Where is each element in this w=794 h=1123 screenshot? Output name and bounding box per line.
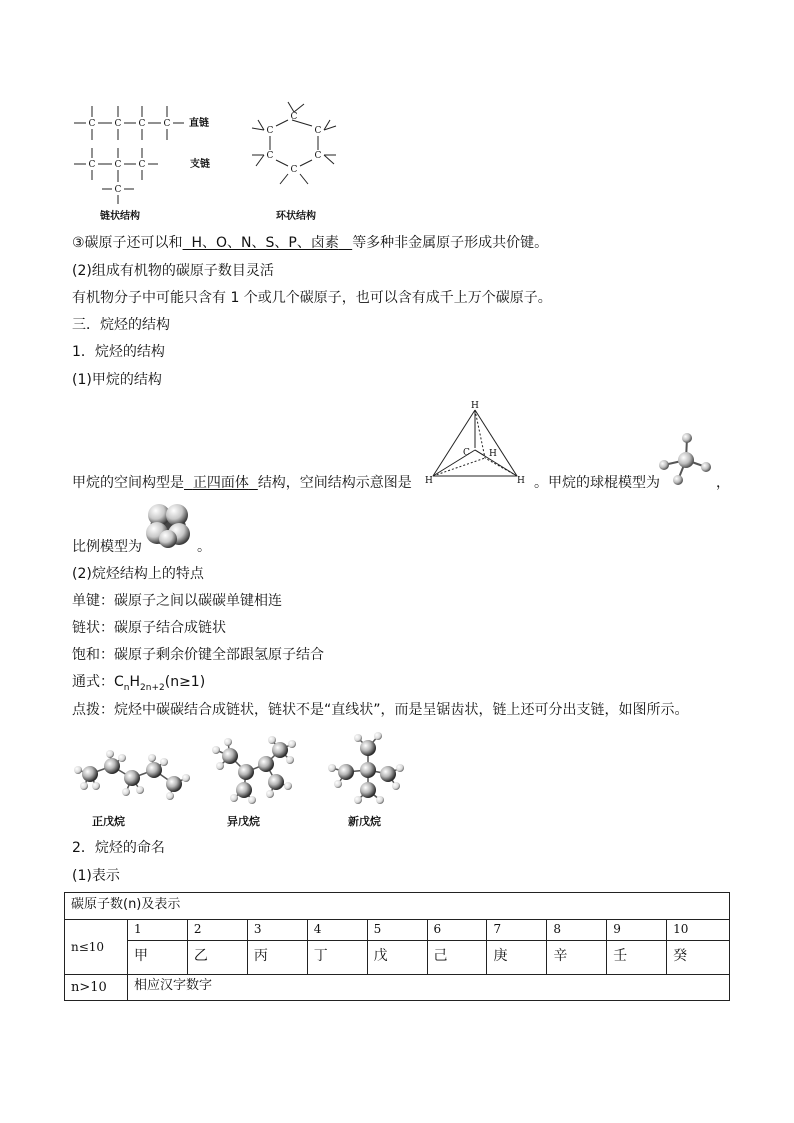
table-cell-stem: 丁 — [307, 941, 367, 975]
heading-alkane-features: (2)烷烃结构上的特点 — [72, 566, 204, 582]
table-cell-stem: 戊 — [367, 941, 427, 975]
text-space-filling-label: 比例模型为 — [72, 539, 142, 555]
label-branch-chain: 支链 — [190, 159, 210, 170]
table-cell-chinese-numerals: 相应汉字数字 — [128, 975, 730, 1001]
caption-neopentane: 新戊烷 — [348, 815, 381, 828]
answer-blank-atoms: H、O、N、S、P、卤素 — [191, 235, 339, 251]
text-line-bonding: ③碳原子还可以和 H、O、N、S、P、卤素 等多种非金属原子形成共价键。 — [72, 235, 549, 251]
table-cell-stem: 甲 — [128, 941, 188, 975]
text-comma: ， — [716, 475, 730, 491]
answer-blank-tetrahedron: 正四面体 — [192, 475, 249, 491]
svg-text:C: C — [266, 151, 274, 161]
svg-text:C: C — [114, 185, 122, 195]
table-cell-stem: 己 — [427, 941, 487, 975]
text-line-methane-geometry: 甲烷的空间构型是 正四面体 结构，空间结构示意图是 — [72, 475, 412, 491]
svg-text:C: C — [88, 160, 96, 170]
table-label-gt10: n>10 — [65, 975, 128, 1001]
table-cell-stem: 壬 — [607, 941, 667, 975]
text-chain: 链状：碳原子结合成链状 — [72, 620, 226, 636]
table-cell-stem: 乙 — [187, 941, 247, 975]
carbon-naming-table — [64, 892, 730, 1001]
caption-n-pentane: 正戊烷 — [92, 815, 125, 828]
caption-isopentane: 异戊烷 — [227, 815, 260, 828]
table-cell-stem: 庚 — [487, 941, 547, 975]
label-straight-chain: 直链 — [189, 118, 209, 129]
table-cell-stem: 辛 — [547, 941, 607, 975]
svg-text:H: H — [425, 476, 433, 486]
text-ball-stick-label: 。甲烷的球棍模型为 — [534, 475, 660, 491]
heading-alkane-structure: 1．烷烃的结构 — [72, 344, 165, 360]
caption-ring: 环状结构 — [276, 211, 316, 222]
svg-text:C: C — [163, 119, 171, 129]
methane-ball-stick-model — [656, 430, 716, 490]
table-row-numbers — [65, 920, 730, 941]
svg-text:H: H — [489, 449, 497, 459]
section-heading-alkane-structure: 三．烷烃的结构 — [72, 317, 170, 333]
methane-space-filling-model — [143, 501, 193, 551]
table-header: 碳原子数(n)及表示 — [65, 893, 730, 920]
table-cell-number: 4 — [307, 920, 367, 941]
text-tip-zigzag: 点拨：烷烃中碳碳结合成链状，链状不是“直线状”，而是呈锯齿状，链上还可分出支链，如图所示。 — [72, 702, 689, 718]
svg-text:H: H — [517, 476, 525, 486]
svg-text:C: C — [114, 119, 122, 129]
table-label-le10: n≤10 — [65, 920, 128, 975]
table-cell-number: 9 — [607, 920, 667, 941]
table-cell-number: 6 — [427, 920, 487, 941]
svg-text:C: C — [314, 151, 322, 161]
text-line-carbon-count: 有机物分子中可能只含有 1 个或几个碳原子，也可以含有成千上万个碳原子。 — [72, 290, 552, 306]
table-cell-number: 2 — [187, 920, 247, 941]
svg-text:C: C — [290, 165, 298, 175]
text-period: 。 — [197, 539, 211, 555]
table-cell-number: 1 — [128, 920, 188, 941]
table-cell-stem: 癸 — [667, 941, 730, 975]
svg-text:H: H — [471, 401, 479, 411]
pentane-isomers-figure — [70, 728, 410, 812]
carbon-chain-structure-figure — [68, 100, 358, 225]
table-row-gt10 — [65, 975, 730, 1001]
table-cell-number: 8 — [547, 920, 607, 941]
text-saturated: 饱和：碳原子剩余价键全部跟氢原子结合 — [72, 647, 324, 663]
table-cell-number: 7 — [487, 920, 547, 941]
svg-text:C: C — [266, 126, 274, 136]
table-cell-stem: 丙 — [247, 941, 307, 975]
table-row-stems — [65, 941, 730, 975]
svg-text:C: C — [314, 126, 322, 136]
svg-text:C: C — [290, 112, 298, 122]
heading-representation: (1)表示 — [72, 868, 120, 884]
svg-text:C: C — [463, 448, 470, 458]
heading-methane-structure: (1)甲烷的结构 — [72, 372, 162, 388]
methane-tetrahedron-diagram — [423, 398, 533, 490]
svg-text:C: C — [138, 119, 146, 129]
caption-chain: 链状结构 — [100, 211, 140, 222]
text-general-formula: 通式：$C_nH_{2n+2}(n\ge 1)$ — [72, 674, 206, 693]
text-single-bond: 单键：碳原子之间以碳碳单键相连 — [72, 593, 282, 609]
heading-carbon-count: (2)组成有机物的碳原子数目灵活 — [72, 263, 274, 279]
svg-text:C: C — [138, 160, 146, 170]
table-cell-number: 5 — [367, 920, 427, 941]
table-cell-number: 3 — [247, 920, 307, 941]
table-cell-number: 10 — [667, 920, 730, 941]
heading-alkane-naming: 2．烷烃的命名 — [72, 840, 165, 856]
svg-text:C: C — [114, 160, 122, 170]
svg-text:C: C — [88, 119, 96, 129]
